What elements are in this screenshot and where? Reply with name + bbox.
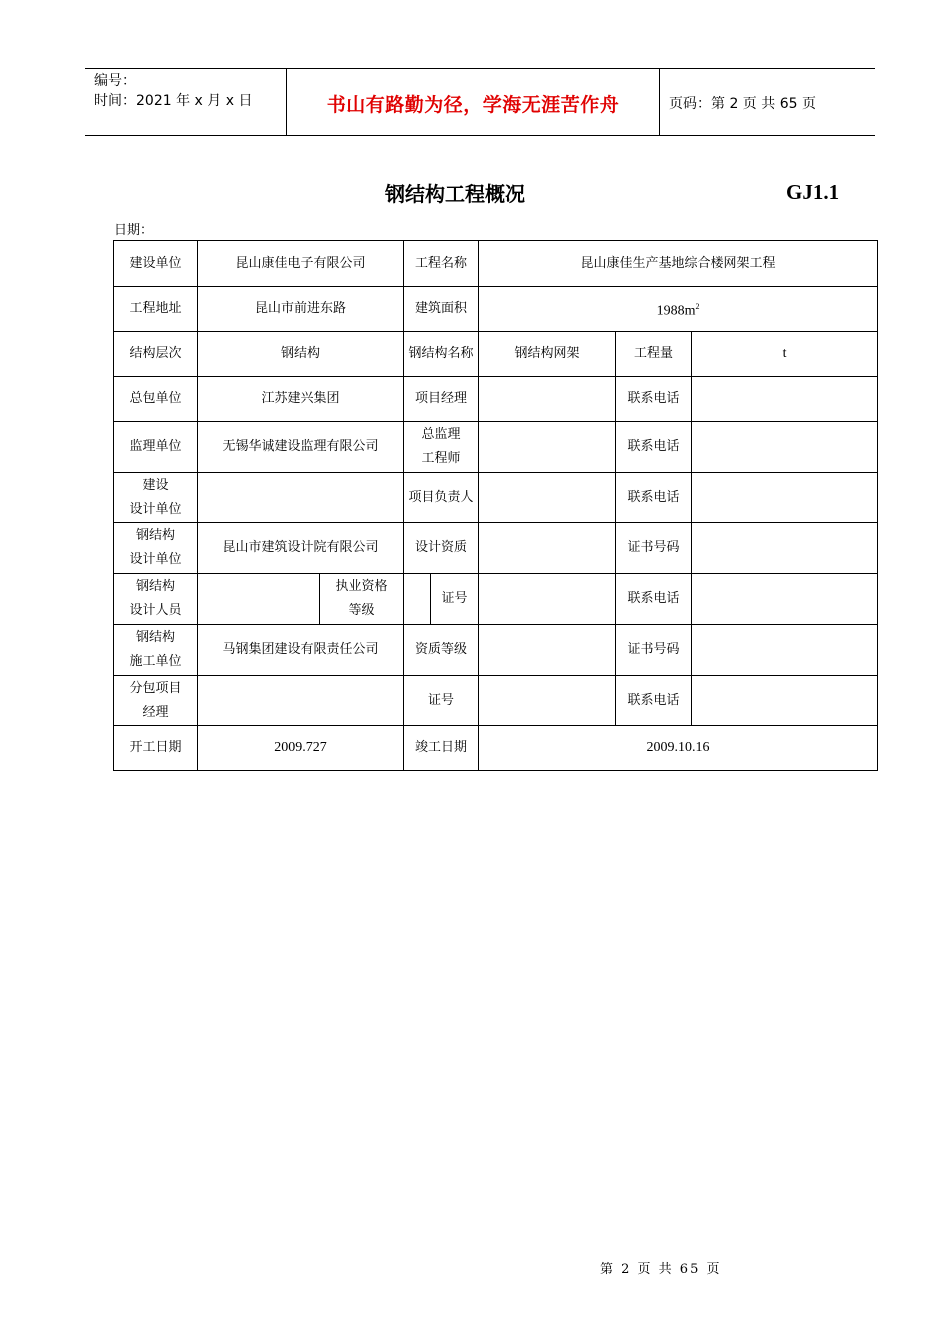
cell-value <box>692 377 878 422</box>
cell-label: 联系电话 <box>616 377 692 422</box>
cell-label: 工程地址 <box>114 287 198 332</box>
table-row <box>114 625 878 676</box>
cell-value: 江苏建兴集团 <box>198 377 404 422</box>
cell-label: 工程量 <box>616 332 692 377</box>
header-time-label: 时间：2021 年 x 月 x 日 <box>94 93 253 109</box>
cell-label: 工程名称 <box>404 241 479 287</box>
cell-label <box>404 422 479 473</box>
cell-label: 钢结构名称 <box>404 332 479 377</box>
header-number-label: 编号： <box>94 73 136 89</box>
cell-label-line: 总监理 <box>421 427 461 442</box>
cell-value <box>404 574 431 625</box>
cell-value <box>479 473 616 523</box>
cell-value: 昆山市前进东路 <box>198 287 404 332</box>
cell-label: 证号 <box>404 676 479 726</box>
cell-value: 无锡华诚建设监理有限公司 <box>198 422 404 473</box>
cell-label-line: 施工单位 <box>129 654 182 669</box>
area-unit-superscript: 2 <box>695 301 700 311</box>
cell-value <box>692 473 878 523</box>
cell-label: 结构层次 <box>114 332 198 377</box>
cell-label <box>114 625 198 676</box>
header-divider-right <box>659 68 660 136</box>
cell-value <box>479 574 616 625</box>
cell-label <box>114 523 198 574</box>
cell-value <box>198 574 320 625</box>
cell-value <box>479 523 616 574</box>
header-motto: 书山有路勤为径，学海无涯苦作舟 <box>326 94 620 116</box>
cell-label: 监理单位 <box>114 422 198 473</box>
project-overview-table <box>113 240 878 771</box>
table-row <box>114 523 878 574</box>
cell-value <box>692 676 878 726</box>
cell-value <box>198 473 404 523</box>
cell-value: 昆山康佳电子有限公司 <box>198 241 404 287</box>
cell-value: 昆山市建筑设计院有限公司 <box>198 523 404 574</box>
cell-value: 2009.10.16 <box>479 726 878 771</box>
cell-value <box>479 625 616 676</box>
table-row <box>114 287 878 332</box>
cell-label-line: 工程师 <box>421 451 461 466</box>
cell-value: 钢结构 <box>198 332 404 377</box>
cell-label: 设计资质 <box>404 523 479 574</box>
cell-label: 联系电话 <box>616 473 692 523</box>
cell-label-line: 设计单位 <box>129 552 182 567</box>
document-title: 钢结构工程概况 <box>385 182 525 206</box>
header-meta <box>94 71 252 111</box>
cell-value <box>479 422 616 473</box>
table-row <box>114 422 878 473</box>
cell-label-line: 经理 <box>142 704 169 720</box>
table-row <box>114 241 878 287</box>
cell-label: 建筑面积 <box>404 287 479 332</box>
table-row <box>114 377 878 422</box>
cell-label: 联系电话 <box>616 422 692 473</box>
cell-label: 开工日期 <box>114 726 198 771</box>
cell-value: t <box>692 332 878 377</box>
cell-value: 马钢集团建设有限责任公司 <box>198 625 404 676</box>
header-page-label: 页码：第 2 页 共 65 页 <box>669 96 816 112</box>
cell-value-area <box>479 287 878 332</box>
cell-label: 项目负责人 <box>404 473 479 523</box>
cell-label-line: 设计单位 <box>129 501 182 517</box>
cell-label: 证书号码 <box>616 523 692 574</box>
cell-value <box>479 377 616 422</box>
cell-label-line: 钢结构 <box>135 630 175 645</box>
table-row <box>114 676 878 726</box>
table-row <box>114 726 878 771</box>
cell-value <box>479 676 616 726</box>
cell-label-line: 等级 <box>348 603 375 618</box>
cell-value: 2009.727 <box>198 726 404 771</box>
cell-value <box>692 625 878 676</box>
date-label: 日期： <box>114 223 154 238</box>
cell-value <box>198 676 404 726</box>
cell-value <box>692 422 878 473</box>
page-footer: 第 2 页 共 65 页 <box>600 1262 722 1277</box>
cell-label-line: 建设 <box>142 477 169 493</box>
cell-label-line: 钢结构 <box>135 528 175 543</box>
cell-label: 资质等级 <box>404 625 479 676</box>
cell-label-line: 设计人员 <box>129 603 182 618</box>
area-value: 1988m <box>656 303 696 319</box>
cell-label-line: 分包项目 <box>129 680 182 696</box>
document-code: GJ1.1 <box>786 180 840 204</box>
cell-value: 昆山康佳生产基地综合楼网架工程 <box>479 241 878 287</box>
cell-label <box>114 473 198 523</box>
cell-label <box>114 676 198 726</box>
cell-label: 建设单位 <box>114 241 198 287</box>
cell-label: 联系电话 <box>616 574 692 625</box>
cell-value <box>692 523 878 574</box>
cell-value <box>692 574 878 625</box>
cell-label: 证书号码 <box>616 625 692 676</box>
cell-value: 钢结构网架 <box>479 332 616 377</box>
table-row <box>114 332 878 377</box>
table-row <box>114 473 878 523</box>
header-top-rule <box>85 68 875 69</box>
cell-label <box>320 574 404 625</box>
cell-label-line: 执业资格 <box>335 579 388 594</box>
header-bottom-rule <box>85 135 875 136</box>
cell-label: 总包单位 <box>114 377 198 422</box>
cell-label: 联系电话 <box>616 676 692 726</box>
cell-label <box>114 574 198 625</box>
cell-label: 项目经理 <box>404 377 479 422</box>
cell-label-line: 钢结构 <box>135 579 175 594</box>
cell-label: 竣工日期 <box>404 726 479 771</box>
cell-label: 证号 <box>431 574 479 625</box>
table-row <box>114 574 878 625</box>
